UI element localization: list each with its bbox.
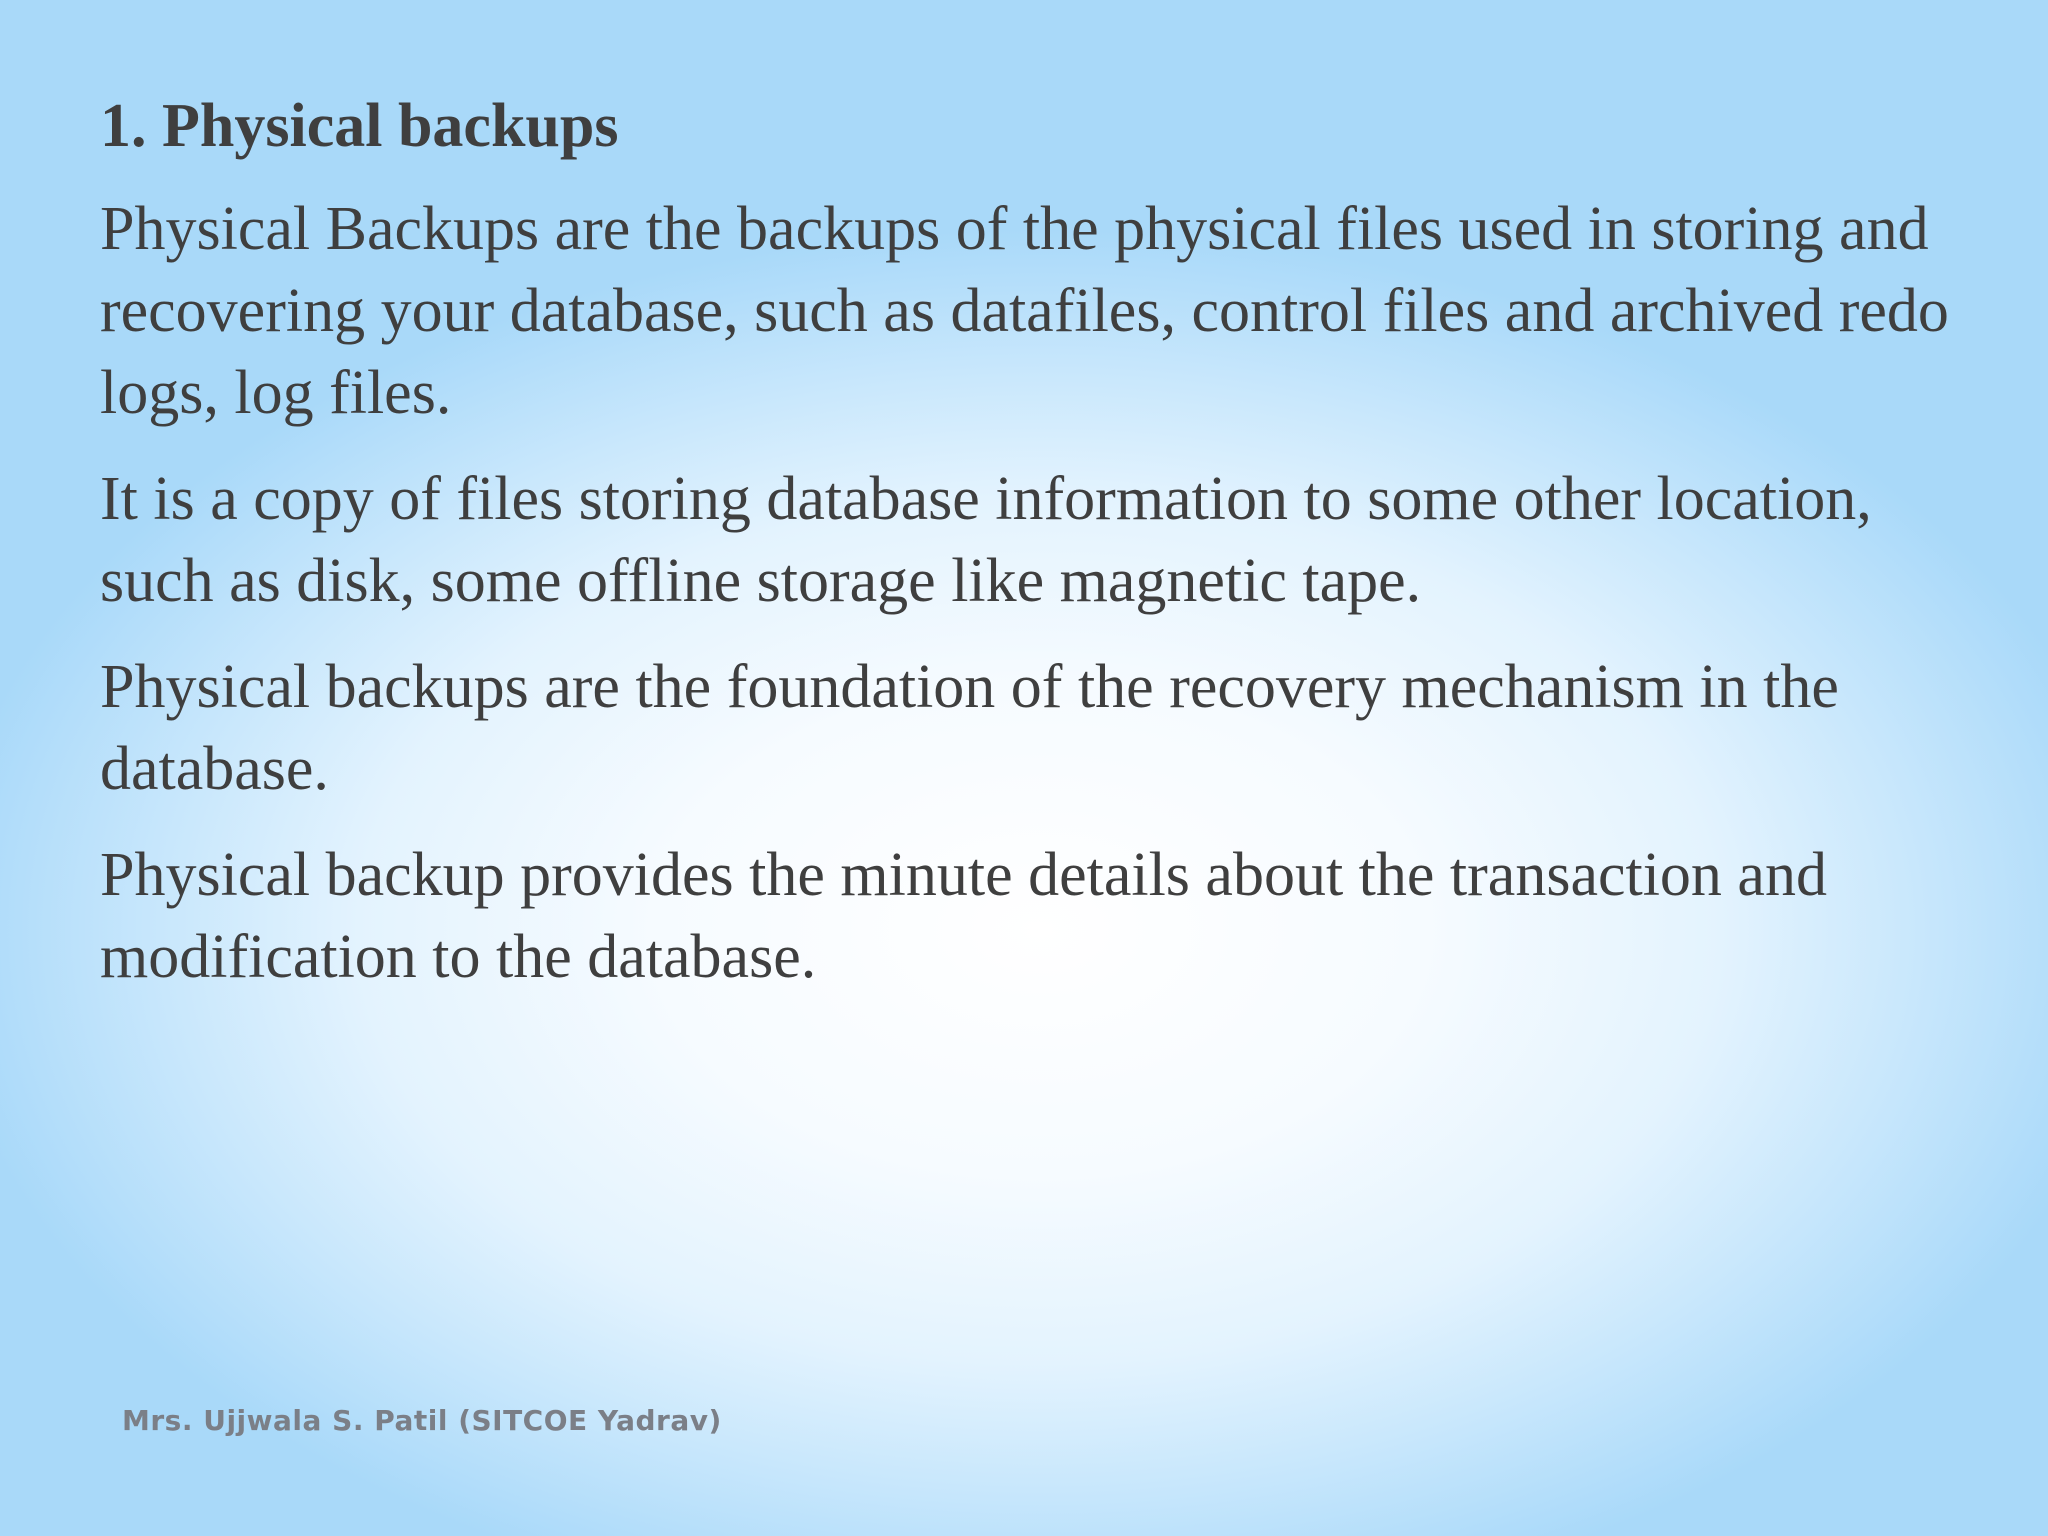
paragraph-2: It is a copy of files storing database information to some other location, such as disk, some offline storage like magnetic tape. <box>100 465 1872 615</box>
paragraph-4: Physical backup provides the minute details about the transaction and modification to the database. <box>100 841 1827 991</box>
slide-content <box>100 82 2000 1022</box>
paragraph-1: Physical Backups are the backups of the physical files used in storing and recovering your database, such as datafiles, control files and archived redo logs, log files. <box>100 195 1949 427</box>
slide-footer: Mrs. Ujjwala S. Patil (SITCOE Yadrav) <box>122 1404 722 1437</box>
slide-heading: 1. Physical backups <box>100 92 619 160</box>
paragraph-3: Physical backups are the foundation of the recovery mechanism in the database. <box>100 653 1839 803</box>
